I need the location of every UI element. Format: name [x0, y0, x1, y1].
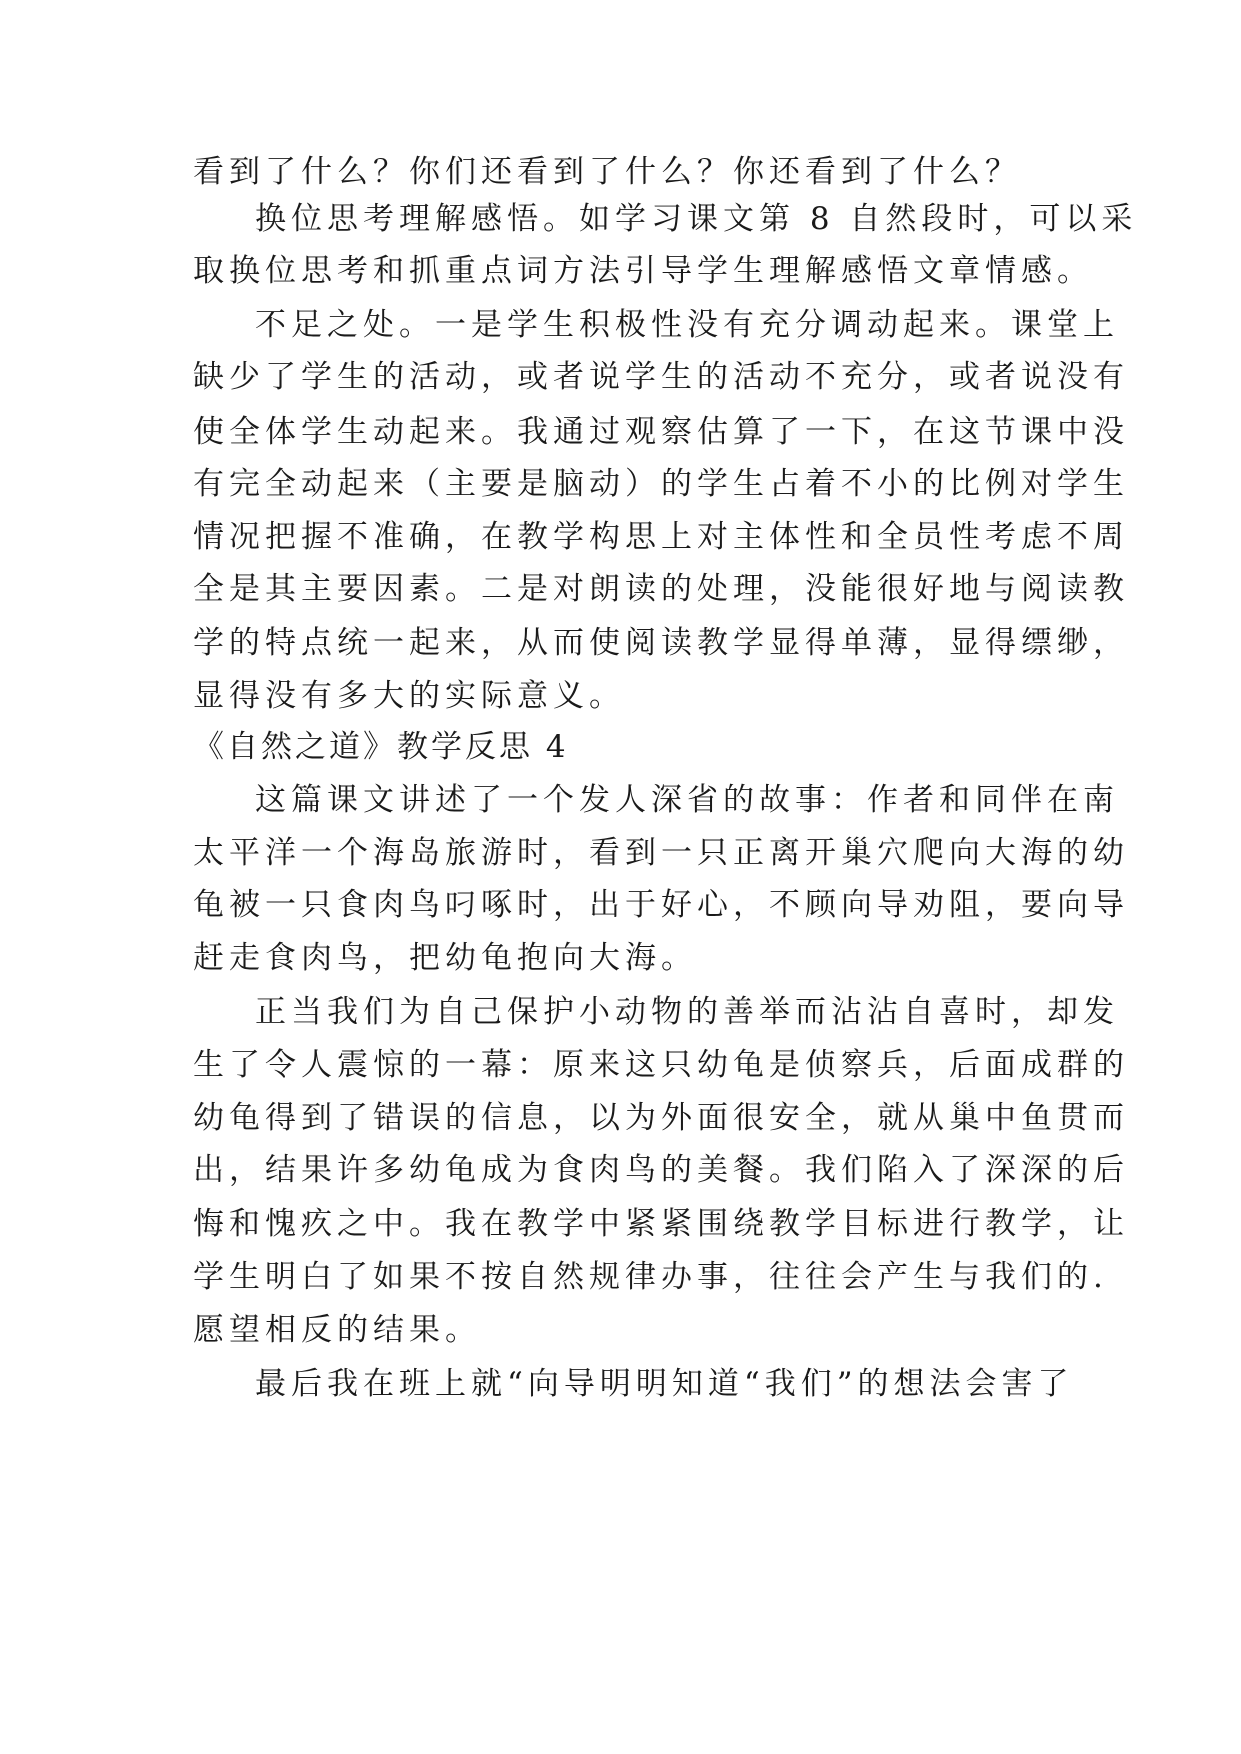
text-line: 龟被一只食肉鸟叼啄时，出于好心，不顾向导劝阻，要向导	[193, 887, 1129, 923]
text-line: 赶走食肉鸟，把幼龟抱向大海。	[193, 940, 697, 976]
text-line: 使全体学生动起来。我通过观察估算了一下，在这节课中没	[193, 414, 1129, 450]
text-line: 生了令人震惊的一幕：原来这只幼龟是侦察兵，后面成群的	[193, 1047, 1129, 1083]
text-line: 出，结果许多幼龟成为食肉鸟的美餐。我们陷入了深深的后	[193, 1152, 1129, 1188]
text-line: 有完全动起来（主要是脑动）的学生占着不小的比例对学生	[193, 466, 1129, 502]
text-line: 显得没有多大的实际意义。	[193, 678, 625, 714]
text-line: 最后我在班上就“向导明明知道“我们”的想法会害了	[255, 1366, 1074, 1402]
text-line: 幼龟得到了错误的信息，以为外面很安全，就从巢中鱼贯而	[193, 1100, 1129, 1136]
text-line: 看到了什么？你们还看到了什么？你还看到了什么？	[193, 154, 1021, 190]
text-line: 不足之处。一是学生积极性没有充分调动起来。课堂上	[255, 307, 1119, 343]
text-line: 全是其主要因素。二是对朗读的处理，没能很好地与阅读教	[193, 571, 1129, 607]
text-line: 学生明白了如果不按自然规律办事，往往会产生与我们的.	[193, 1259, 1108, 1295]
text-line: 情况把握不准确，在教学构思上对主体性和全员性考虑不周	[193, 519, 1129, 555]
text-line: 缺少了学生的活动，或者说学生的活动不充分，或者说没有	[193, 359, 1129, 395]
text-line: 正当我们为自己保护小动物的善举而沾沾自喜时，却发	[255, 994, 1119, 1030]
text-line: 换位思考理解感悟。如学习课文第 8 自然段时，可以采	[255, 201, 1138, 237]
text-line: 太平洋一个海岛旅游时，看到一只正离开巢穴爬向大海的幼	[193, 835, 1129, 871]
section-title: 《自然之道》教学反思 4	[193, 729, 569, 765]
text-line: 愿望相反的结果。	[193, 1312, 481, 1348]
text-line: 学的特点统一起来，从而使阅读教学显得单薄，显得缥缈，	[193, 625, 1129, 661]
text-line: 悔和愧疚之中。我在教学中紧紧围绕教学目标进行教学，让	[193, 1206, 1129, 1242]
text-line: 这篇课文讲述了一个发人深省的故事：作者和同伴在南	[255, 782, 1119, 818]
text-line: 取换位思考和抓重点词方法引导学生理解感悟文章情感。	[193, 253, 1093, 289]
